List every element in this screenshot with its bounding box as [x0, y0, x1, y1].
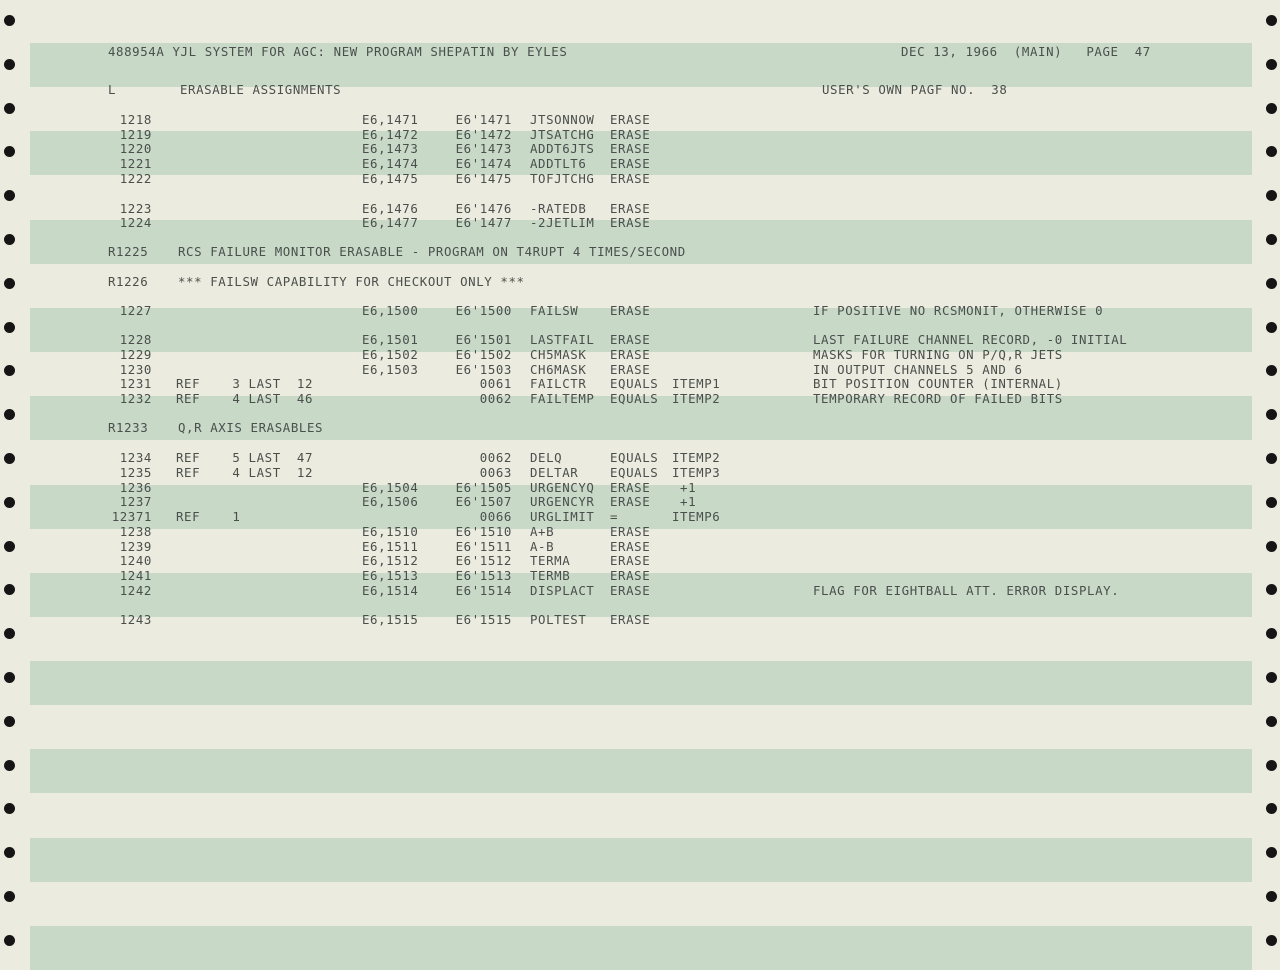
erasable-address: E6,1514 — [362, 583, 419, 598]
assigned-address: E6'1477 — [455, 215, 512, 230]
reference-info: REF 4 LAST 12 — [176, 465, 314, 480]
line-number: 1243 — [119, 612, 152, 627]
listing-row — [0, 494, 1280, 509]
symbol-name: FAILTEMP — [530, 391, 595, 406]
operand: ITEMP2 — [672, 391, 721, 406]
greenbar-band — [30, 661, 1252, 705]
tractor-hole — [4, 15, 15, 26]
line-comment: LAST FAILURE CHANNEL RECORD, -0 INITIAL — [813, 332, 1128, 347]
line-number: 1240 — [119, 553, 152, 568]
tractor-hole — [4, 716, 15, 727]
symbol-name: -RATEDB — [530, 201, 587, 216]
listing-date-page: DEC 13, 1966 (MAIN) PAGE 47 — [901, 44, 1151, 59]
symbol-name: LASTFAIL — [530, 332, 595, 347]
assigned-address: E6'1502 — [455, 347, 512, 362]
symbol-name: URGENCYQ — [530, 480, 595, 495]
tractor-hole — [1266, 716, 1277, 727]
listing-heading-row — [0, 420, 1280, 435]
opcode: EQUALS — [610, 450, 659, 465]
line-comment: IN OUTPUT CHANNELS 5 AND 6 — [813, 362, 1023, 377]
user-page-number: USER'S OWN PAGF NO. 38 — [822, 82, 1008, 97]
opcode: ERASE — [610, 553, 651, 568]
reference-info: REF 3 LAST 12 — [176, 376, 314, 391]
opcode: = — [610, 509, 619, 524]
listing-row — [0, 553, 1280, 568]
tractor-hole — [1266, 891, 1277, 902]
listing-row — [0, 450, 1280, 465]
opcode: ERASE — [610, 201, 651, 216]
tractor-hole — [1266, 322, 1277, 333]
listing-row — [0, 583, 1280, 598]
erasable-address: E6,1472 — [362, 127, 419, 142]
line-number: 1236 — [119, 480, 152, 495]
opcode: EQUALS — [610, 465, 659, 480]
listing-title: 488954A YJL SYSTEM FOR AGC: NEW PROGRAM SHEPATIN BY EYLES — [108, 44, 568, 59]
opcode: ERASE — [610, 524, 651, 539]
listing-row — [0, 362, 1280, 377]
symbol-name: ADDTLT6 — [530, 156, 587, 171]
listing-row — [0, 376, 1280, 391]
tractor-hole — [4, 190, 15, 201]
line-comment: IF POSITIVE NO RCSMONIT, OTHERWISE 0 — [813, 303, 1104, 318]
opcode: ERASE — [610, 568, 651, 583]
assigned-address: 0062 — [479, 450, 512, 465]
tractor-hole — [1266, 935, 1277, 946]
operand: +1 — [672, 480, 697, 495]
section-comment: RCS FAILURE MONITOR ERASABLE - PROGRAM ON T4RUPT 4 TIMES/SECOND — [178, 244, 686, 259]
tractor-hole — [4, 760, 15, 771]
section-marker: L — [108, 82, 117, 97]
line-number: R1226 — [108, 274, 149, 289]
opcode: EQUALS — [610, 391, 659, 406]
line-number: 1219 — [119, 127, 152, 142]
tractor-hole — [4, 891, 15, 902]
line-number: R1233 — [108, 420, 149, 435]
assigned-address: 0062 — [479, 391, 512, 406]
listing-row — [0, 509, 1280, 524]
line-comment: TEMPORARY RECORD OF FAILED BITS — [813, 391, 1063, 406]
erasable-address: E6,1475 — [362, 171, 419, 186]
opcode: ERASE — [610, 127, 651, 142]
operand: ITEMP1 — [672, 376, 721, 391]
line-number: 1234 — [119, 450, 152, 465]
assigned-address: E6'1503 — [455, 362, 512, 377]
listing-row — [0, 201, 1280, 216]
line-number: 1229 — [119, 347, 152, 362]
line-number: 1241 — [119, 568, 152, 583]
assigned-address: E6'1507 — [455, 494, 512, 509]
symbol-name: POLTEST — [530, 612, 587, 627]
section-comment: *** FAILSW CAPABILITY FOR CHECKOUT ONLY *** — [178, 274, 525, 289]
assigned-address: E6'1511 — [455, 539, 512, 554]
tractor-hole — [1266, 628, 1277, 639]
listing-row — [0, 215, 1280, 230]
listing-row — [0, 171, 1280, 186]
opcode: ERASE — [610, 362, 651, 377]
assigned-address: E6'1476 — [455, 201, 512, 216]
assigned-address: E6'1474 — [455, 156, 512, 171]
opcode: ERASE — [610, 332, 651, 347]
erasable-address: E6,1476 — [362, 201, 419, 216]
erasable-address: E6,1502 — [362, 347, 419, 362]
assigned-address: E6'1473 — [455, 141, 512, 156]
assigned-address: E6'1513 — [455, 568, 512, 583]
operand: ITEMP2 — [672, 450, 721, 465]
symbol-name: A-B — [530, 539, 555, 554]
opcode: ERASE — [610, 494, 651, 509]
assigned-address: 0066 — [479, 509, 512, 524]
reference-info: REF 1 — [176, 509, 241, 524]
symbol-name: DELQ — [530, 450, 563, 465]
tractor-hole — [1266, 190, 1277, 201]
operand: ITEMP3 — [672, 465, 721, 480]
section-title: ERASABLE ASSIGNMENTS — [180, 82, 342, 97]
line-number: 1230 — [119, 362, 152, 377]
assigned-address: E6'1471 — [455, 112, 512, 127]
erasable-address: E6,1511 — [362, 539, 419, 554]
erasable-address: E6,1512 — [362, 553, 419, 568]
symbol-name: URGENCYR — [530, 494, 595, 509]
opcode: ERASE — [610, 583, 651, 598]
line-number: 1222 — [119, 171, 152, 186]
opcode: ERASE — [610, 303, 651, 318]
erasable-address: E6,1500 — [362, 303, 419, 318]
erasable-address: E6,1474 — [362, 156, 419, 171]
opcode: ERASE — [610, 112, 651, 127]
listing-heading-row — [0, 244, 1280, 259]
symbol-name: DISPLACT — [530, 583, 595, 598]
listing-row — [0, 465, 1280, 480]
reference-info: REF 4 LAST 46 — [176, 391, 314, 406]
listing-row — [0, 303, 1280, 318]
tractor-hole — [1266, 409, 1277, 420]
line-number: 1235 — [119, 465, 152, 480]
line-number: 1221 — [119, 156, 152, 171]
listing-heading-row — [0, 274, 1280, 289]
symbol-name: FAILCTR — [530, 376, 587, 391]
assigned-address: E6'1512 — [455, 553, 512, 568]
greenbar-band — [30, 838, 1252, 882]
opcode: ERASE — [610, 171, 651, 186]
line-number: 1232 — [119, 391, 152, 406]
opcode: EQUALS — [610, 376, 659, 391]
opcode: ERASE — [610, 347, 651, 362]
line-number: R1225 — [108, 244, 149, 259]
line-comment: BIT POSITION COUNTER (INTERNAL) — [813, 376, 1063, 391]
line-number: 1223 — [119, 201, 152, 216]
listing-row — [0, 539, 1280, 554]
erasable-address: E6,1504 — [362, 480, 419, 495]
tractor-hole — [4, 935, 15, 946]
assigned-address: E6'1510 — [455, 524, 512, 539]
line-number: 1218 — [119, 112, 152, 127]
tractor-hole — [1266, 15, 1277, 26]
reference-info: REF 5 LAST 47 — [176, 450, 314, 465]
assigned-address: E6'1500 — [455, 303, 512, 318]
erasable-address: E6,1503 — [362, 362, 419, 377]
erasable-address: E6,1506 — [362, 494, 419, 509]
symbol-name: DELTAR — [530, 465, 579, 480]
section-comment: Q,R AXIS ERASABLES — [178, 420, 324, 435]
assigned-address: 0061 — [479, 376, 512, 391]
line-number: 1239 — [119, 539, 152, 554]
erasable-address: E6,1513 — [362, 568, 419, 583]
listing-row — [0, 524, 1280, 539]
line-number: 12371 — [111, 509, 152, 524]
section-header — [0, 82, 1280, 97]
operand: +1 — [672, 494, 697, 509]
symbol-name: CH6MASK — [530, 362, 587, 377]
symbol-name: CH5MASK — [530, 347, 587, 362]
line-comment: MASKS FOR TURNING ON P/Q,R JETS — [813, 347, 1063, 362]
tractor-hole — [1266, 803, 1277, 814]
listing-row — [0, 112, 1280, 127]
tractor-hole — [1266, 847, 1277, 858]
line-number: 1242 — [119, 583, 152, 598]
assigned-address: E6'1475 — [455, 171, 512, 186]
opcode: ERASE — [610, 480, 651, 495]
erasable-address: E6,1477 — [362, 215, 419, 230]
assigned-address: E6'1514 — [455, 583, 512, 598]
tractor-hole — [4, 322, 15, 333]
line-number: 1228 — [119, 332, 152, 347]
erasable-address: E6,1515 — [362, 612, 419, 627]
listing-row — [0, 141, 1280, 156]
opcode: ERASE — [610, 612, 651, 627]
line-number: 1220 — [119, 141, 152, 156]
listing-row — [0, 156, 1280, 171]
tractor-hole — [1266, 672, 1277, 683]
listing-row — [0, 568, 1280, 583]
assigned-address: 0063 — [479, 465, 512, 480]
line-number: 1238 — [119, 524, 152, 539]
tractor-hole — [4, 803, 15, 814]
operand: ITEMP6 — [672, 509, 721, 524]
greenbar-band — [30, 926, 1252, 970]
symbol-name: FAILSW — [530, 303, 579, 318]
erasable-address: E6,1473 — [362, 141, 419, 156]
line-number: 1227 — [119, 303, 152, 318]
symbol-name: TERMA — [530, 553, 571, 568]
listing-row — [0, 127, 1280, 142]
symbol-name: TOFJTCHG — [530, 171, 595, 186]
symbol-name: JTSONNOW — [530, 112, 595, 127]
symbol-name: JTSATCHG — [530, 127, 595, 142]
listing-row — [0, 612, 1280, 627]
erasable-address: E6,1501 — [362, 332, 419, 347]
assigned-address: E6'1515 — [455, 612, 512, 627]
tractor-hole — [1266, 59, 1277, 70]
listing-row — [0, 480, 1280, 495]
erasable-address: E6,1471 — [362, 112, 419, 127]
line-number: 1224 — [119, 215, 152, 230]
tractor-hole — [4, 409, 15, 420]
line-number: 1231 — [119, 376, 152, 391]
symbol-name: -2JETLIM — [530, 215, 595, 230]
listing-row — [0, 391, 1280, 406]
line-comment: FLAG FOR EIGHTBALL ATT. ERROR DISPLAY. — [813, 583, 1120, 598]
listing-row — [0, 332, 1280, 347]
listing-row — [0, 347, 1280, 362]
tractor-hole — [4, 672, 15, 683]
assigned-address: E6'1501 — [455, 332, 512, 347]
tractor-hole — [4, 628, 15, 639]
page-header — [0, 44, 1280, 59]
opcode: ERASE — [610, 539, 651, 554]
symbol-name: A+B — [530, 524, 555, 539]
assigned-address: E6'1505 — [455, 480, 512, 495]
tractor-hole — [1266, 760, 1277, 771]
tractor-hole — [4, 847, 15, 858]
opcode: ERASE — [610, 141, 651, 156]
opcode: ERASE — [610, 156, 651, 171]
symbol-name: TERMB — [530, 568, 571, 583]
symbol-name: ADDT6JTS — [530, 141, 595, 156]
assigned-address: E6'1472 — [455, 127, 512, 142]
erasable-address: E6,1510 — [362, 524, 419, 539]
line-number: 1237 — [119, 494, 152, 509]
greenbar-band — [30, 749, 1252, 793]
opcode: ERASE — [610, 215, 651, 230]
symbol-name: URGLIMIT — [530, 509, 595, 524]
